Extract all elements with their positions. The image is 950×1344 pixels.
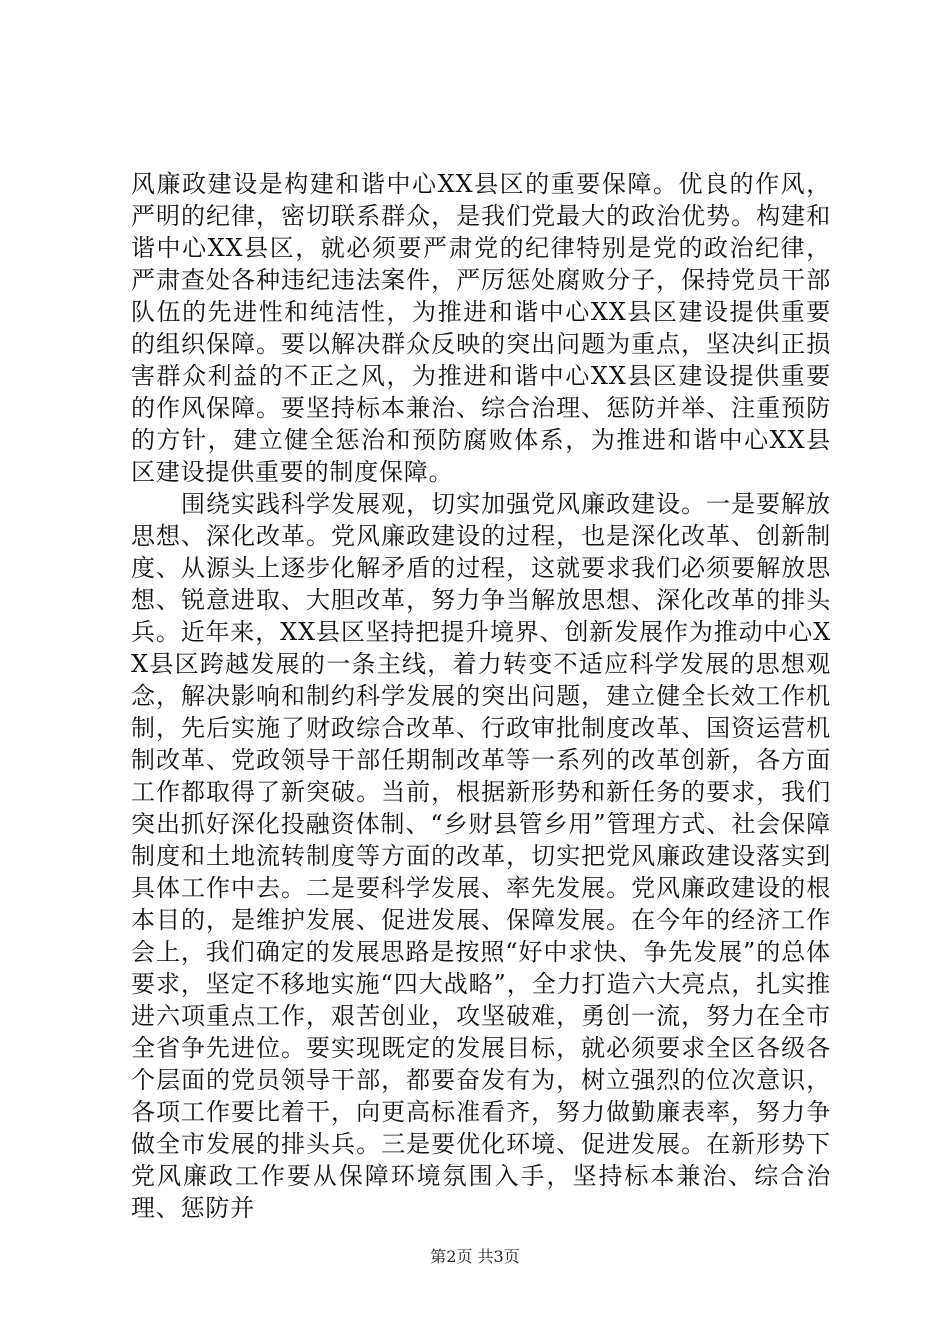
- paragraph-continuation: 风廉政建设是构建和谐中心XX县区的重要保障。优良的作风，严明的纪律，密切联系群众，是我们党最大的政治优势。构建和谐中心XX县区，就必须要严肃党的纪律特别是党的政治纪律，严肃查处各种违纪违法案件，严厉惩处腐败分子，保持党员干部队伍的先进性和纯洁性，为推进和谐中心XX县区建设提供重要的组织保障。要以解决群众反映的突出问题为重点，坚决纠正损害群众利益的不正之风，为推进和谐中心XX县区建设提供重要的作风保障。要坚持标本兼治、综合治理、惩防并举、注重预防的方针，建立健全惩治和预防腐败体系，为推进和谐中心XX县区建设提供重要的制度保障。: [131, 170, 831, 486]
- page-number-footer: 第2页 共3页: [430, 1247, 520, 1266]
- paragraph-science-development: 围绕实践科学发展观，切实加强党风廉政建设。一是要解放思想、深化改革。党风廉政建设的过程，也是深化改革、创新制度、从源头上逐步化解矛盾的过程，这就要求我们必须要解放思想、锐意进取、大胆改革，努力争当解放思想、深化改革的排头兵。近年来，XX县区坚持把提升境界、创新发展作为推动中心XX县区跨越发展的一条主线，着力转变不适应科学发展的思想观念，解决影响和制约科学发展的突出问题，建立健全长效工作机制，先后实施了财政综合改革、行政审批制度改革、国资运营机制改革、党政领导干部任期制改革等一系列的改革创新，各方面工作都取得了新突破。当前，根据新形势和新任务的要求，我们突出抓好深化投融资体制、“乡财县管乡用”管理方式、社会保障制度和土地流转制度等方面的改革，切实把党风廉政建设落实到具体工作中去。二是要科学发展、率先发展。党风廉政建设的根本目的，是维护发展、促进发展、保障发展。在今年的经济工作会上，我们确定的发展思路是按照“好中求快、争先发展”的总体要求，坚定不移地实施“四大战略”，全力打造六大亮点，扎实推进六项重点工作，艰苦创业，攻坚破难，勇创一流，努力在全市全省争先进位。要实现既定的发展目标，就必须要求全区各级各个层面的党员领导干部，都要奋发有为，树立强烈的位次意识，各项工作要比着干，向更高标准看齐，努力做勤廉表率，努力争做全市发展的排头兵。三是要优化环境、促进发展。在新形势下党风廉政工作要从保障环境氛围入手，坚持标本兼治、综合治理、惩防并: [131, 490, 831, 1222]
- document-body: [131, 168, 831, 1224]
